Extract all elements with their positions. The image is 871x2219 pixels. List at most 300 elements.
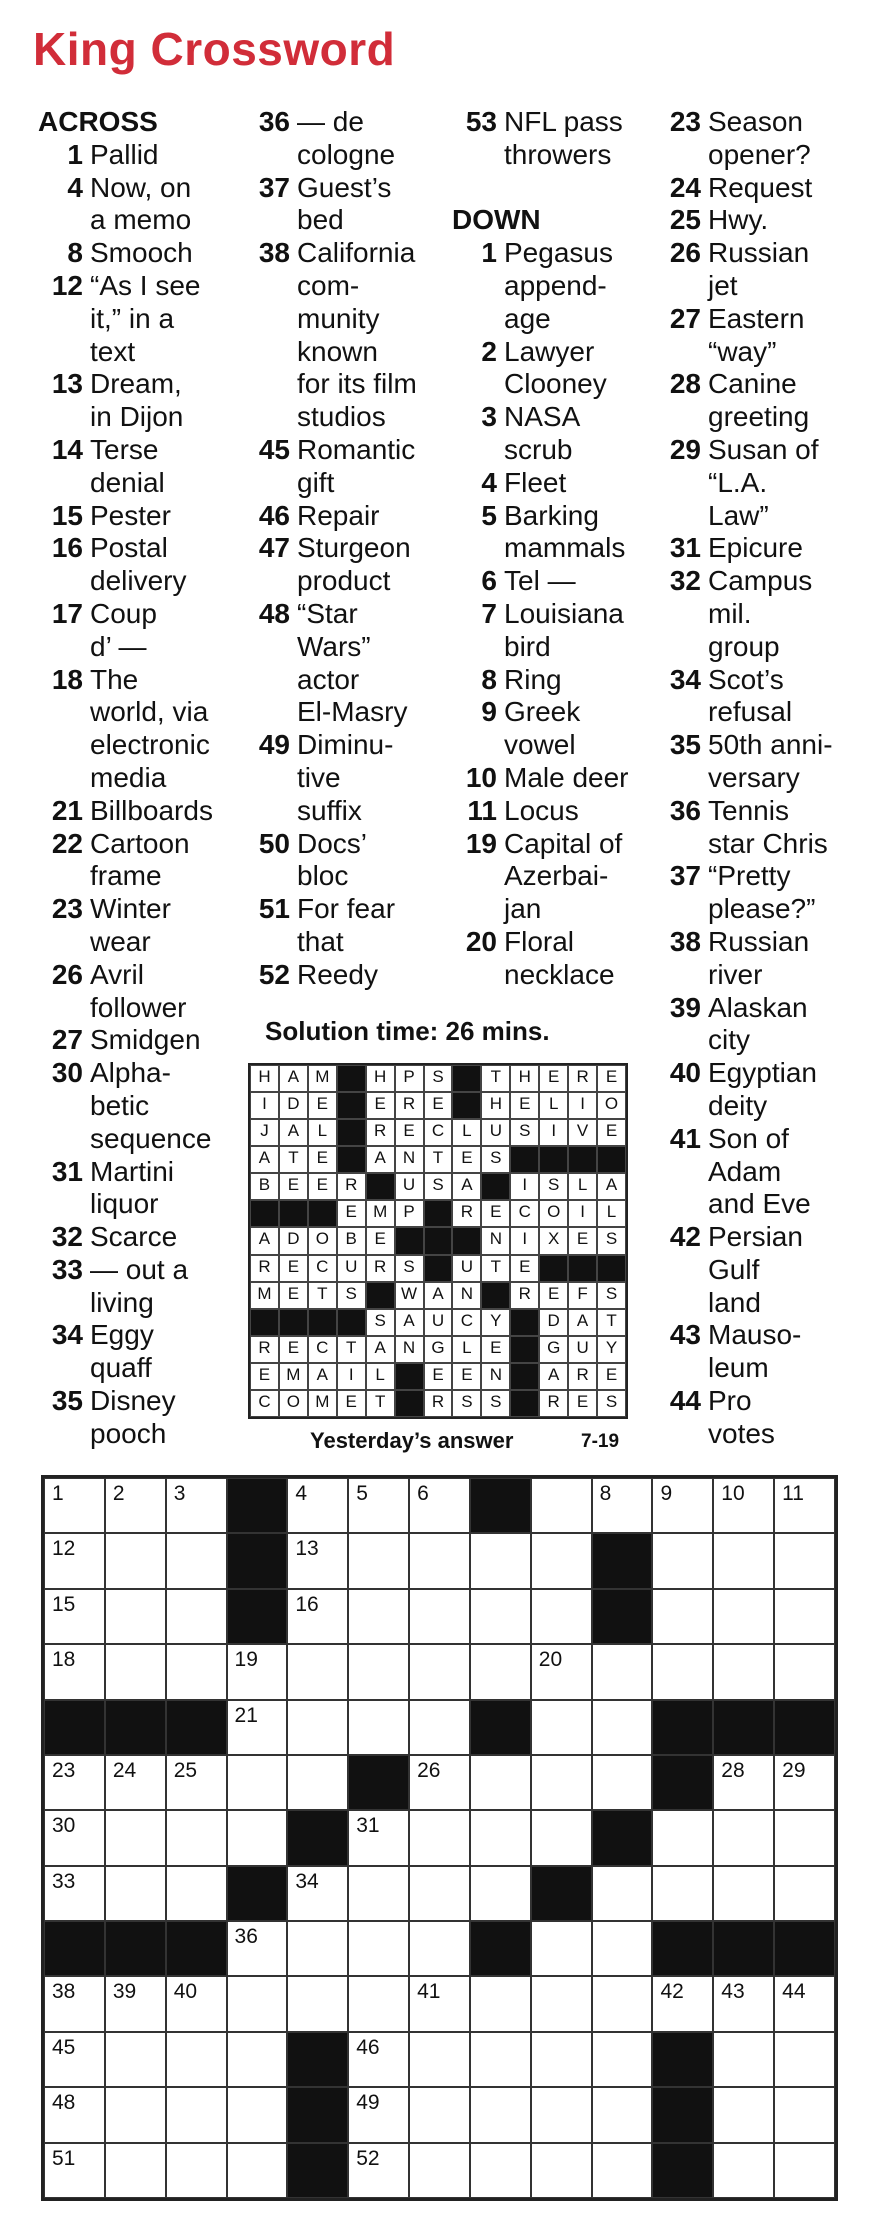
clue-text: Scarce	[90, 1221, 178, 1253]
solution-cell: G	[539, 1336, 568, 1363]
grid-cell[interactable]	[166, 2087, 227, 2142]
grid-cell[interactable]	[227, 1810, 288, 1865]
grid-cell[interactable]	[348, 1700, 409, 1755]
grid-cell[interactable]	[713, 1976, 774, 2031]
grid-cell[interactable]	[105, 1589, 166, 1644]
solution-cell: I	[337, 1363, 366, 1390]
clue-text: Postal delivery	[90, 532, 187, 597]
grid-cell[interactable]	[774, 1589, 835, 1644]
grid-cell[interactable]	[713, 1810, 774, 1865]
grid-cell[interactable]	[470, 1533, 531, 1588]
grid-cell[interactable]	[287, 1755, 348, 1810]
grid-cell[interactable]	[713, 1644, 774, 1699]
grid-cell[interactable]	[287, 1589, 348, 1644]
grid-cell[interactable]	[774, 1644, 835, 1699]
grid-cell[interactable]	[44, 1810, 105, 1865]
black-square	[227, 1478, 288, 1533]
clue-text: For fear that	[297, 893, 396, 957]
grid-cell[interactable]	[531, 1644, 592, 1699]
clue-number-label: 2	[112, 1482, 125, 1505]
grid-cell[interactable]	[409, 1755, 470, 1810]
grid-cell[interactable]	[105, 1478, 166, 1533]
solution-cell: R	[250, 1336, 279, 1363]
grid-cell[interactable]	[713, 2087, 774, 2142]
grid-cell[interactable]	[44, 1976, 105, 2031]
clue-number-label: 45	[52, 2035, 76, 2059]
down-clue-41	[656, 1123, 871, 1221]
spacer	[452, 172, 652, 205]
down-clue-29	[656, 434, 871, 532]
solution-black-square	[395, 1227, 424, 1254]
clue-text: Russian jet	[708, 237, 810, 301]
grid-cell[interactable]	[470, 1976, 531, 2031]
grid-cell[interactable]	[44, 2143, 105, 2198]
grid-cell[interactable]	[227, 1976, 288, 2031]
grid-cell[interactable]	[287, 1866, 348, 1921]
clue-text: Eastern “way”	[708, 302, 805, 367]
grid-cell[interactable]	[166, 1810, 227, 1865]
grid-cell[interactable]	[44, 2032, 105, 2087]
grid-cell[interactable]	[592, 1700, 653, 1755]
grid-cell[interactable]	[652, 1810, 713, 1865]
solution-cell: A	[250, 1146, 279, 1173]
grid-cell[interactable]	[470, 2032, 531, 2087]
grid-cell[interactable]	[105, 1533, 166, 1588]
grid-cell[interactable]	[409, 1589, 470, 1644]
clue-column-4	[656, 106, 871, 1451]
grid-cell[interactable]	[592, 2087, 653, 2142]
solution-cell: A	[452, 1173, 481, 1200]
grid-cell[interactable]	[287, 1478, 348, 1533]
solution-cell: H	[250, 1065, 279, 1092]
grid-cell[interactable]	[774, 2032, 835, 2087]
solution-cell: C	[424, 1119, 453, 1146]
clue-number: 40	[669, 1057, 701, 1089]
grid-cell[interactable]	[713, 1533, 774, 1588]
black-square	[652, 2087, 713, 2142]
grid-cell[interactable]	[774, 1755, 835, 1810]
solution-time: Solution time: 26 mins.	[265, 1016, 550, 1046]
solution-black-square	[510, 1336, 539, 1363]
solution-cell: E	[366, 1092, 395, 1119]
grid-cell[interactable]	[105, 1755, 166, 1810]
solution-cell: L	[597, 1200, 626, 1227]
grid-cell[interactable]	[531, 1921, 592, 1976]
solution-black-square	[250, 1200, 279, 1227]
grid-cell[interactable]	[531, 1700, 592, 1755]
grid-cell[interactable]	[531, 1589, 592, 1644]
clue-number: 48	[258, 597, 290, 629]
grid-cell[interactable]	[774, 1976, 835, 2031]
clue-text: Scot’s refusal	[708, 663, 793, 728]
clue-number-label: 25	[173, 1758, 198, 1782]
solution-cell: E	[279, 1282, 308, 1309]
grid-cell[interactable]	[166, 1589, 227, 1644]
grid-cell[interactable]	[592, 2032, 653, 2087]
clue-text: Pro votes	[708, 1385, 775, 1449]
clue-number-label: 29	[782, 1758, 806, 1782]
black-square	[652, 1755, 713, 1810]
black-square	[105, 1700, 166, 1755]
grid-cell[interactable]	[166, 1755, 227, 1810]
grid-cell[interactable]	[774, 1478, 835, 1533]
grid-cell[interactable]	[470, 2143, 531, 2198]
grid-cell[interactable]	[592, 1921, 653, 1976]
across-clue-22	[38, 828, 238, 894]
grid-cell[interactable]	[409, 1478, 470, 1533]
grid-cell[interactable]	[652, 1976, 713, 2031]
grid-cell[interactable]	[166, 2143, 227, 2198]
solution-cell: T	[424, 1146, 453, 1173]
grid-cell[interactable]	[774, 1810, 835, 1865]
grid-cell[interactable]	[774, 1533, 835, 1588]
grid-cell[interactable]	[227, 2143, 288, 2198]
solution-cell: E	[597, 1119, 626, 1146]
grid-cell[interactable]	[348, 1810, 409, 1865]
solution-cell: T	[481, 1255, 510, 1282]
grid-cell[interactable]	[227, 1644, 288, 1699]
clue-text: 50th anni- versary	[708, 729, 833, 793]
clue-text: Coup d’ —	[90, 597, 157, 662]
grid-cell[interactable]	[652, 1478, 713, 1533]
solution-black-square	[337, 1146, 366, 1173]
grid-cell[interactable]	[348, 1976, 409, 2031]
grid-cell[interactable]	[409, 2032, 470, 2087]
grid-cell[interactable]	[227, 1921, 288, 1976]
black-square	[531, 1866, 592, 1921]
grid-cell[interactable]	[409, 1921, 470, 1976]
clue-text: Russian river	[708, 925, 810, 990]
grid-cell[interactable]	[105, 1644, 166, 1699]
clue-text: Disney pooch	[90, 1385, 176, 1449]
clue-text: Pegasus append- age	[504, 237, 613, 334]
solution-cell: M	[279, 1363, 308, 1390]
grid-cell[interactable]	[227, 1755, 288, 1810]
grid-cell[interactable]	[105, 1976, 166, 2031]
black-square	[470, 1700, 531, 1755]
grid-cell[interactable]	[166, 1478, 227, 1533]
clue-text: Pallid	[90, 138, 159, 170]
black-square	[287, 2087, 348, 2142]
solution-cell: U	[395, 1173, 424, 1200]
grid-cell[interactable]	[409, 1533, 470, 1588]
grid-cell[interactable]	[409, 2087, 470, 2142]
grid-cell[interactable]	[348, 2143, 409, 2198]
clue-number: 45	[258, 433, 290, 465]
solution-cell: O	[279, 1390, 308, 1417]
grid-cell[interactable]	[44, 1644, 105, 1699]
clue-text: Susan of “L.A. Law”	[708, 433, 819, 531]
grid-cell[interactable]	[166, 1976, 227, 2031]
black-square	[470, 1478, 531, 1533]
solution-cell: L	[452, 1336, 481, 1363]
black-square	[592, 1589, 653, 1644]
grid-cell[interactable]	[713, 1589, 774, 1644]
down-clue-37	[656, 860, 871, 926]
grid-cell[interactable]	[592, 2143, 653, 2198]
clue-text: Martini liquor	[90, 1155, 175, 1220]
solution-black-square	[308, 1200, 337, 1227]
across-clue-35	[38, 1385, 238, 1451]
grid-cell[interactable]	[652, 1644, 713, 1699]
grid-cell[interactable]	[531, 1533, 592, 1588]
grid-cell[interactable]	[287, 1921, 348, 1976]
down-clue-38	[656, 926, 871, 992]
clue-number-label: 26	[417, 1758, 441, 1782]
grid-cell[interactable]	[348, 1866, 409, 1921]
clue-text: The world, via electronic media	[90, 663, 210, 793]
clue-text: California com- munity known for its film studios	[297, 237, 417, 433]
grid-cell[interactable]	[227, 1700, 288, 1755]
down-clue-23	[656, 106, 871, 172]
grid-cell[interactable]	[348, 1533, 409, 1588]
solution-cell: E	[452, 1146, 481, 1173]
solution-cell: E	[337, 1200, 366, 1227]
grid-cell[interactable]	[166, 1866, 227, 1921]
clue-text: Sturgeon product	[297, 532, 411, 597]
clue-number: 1	[67, 138, 83, 170]
grid-cell[interactable]	[348, 1478, 409, 1533]
grid-cell[interactable]	[348, 1644, 409, 1699]
grid-cell[interactable]	[470, 1644, 531, 1699]
grid-cell[interactable]	[348, 2032, 409, 2087]
grid-cell[interactable]	[531, 1755, 592, 1810]
clue-number-label: 9	[660, 1482, 673, 1505]
grid-cell[interactable]	[713, 1478, 774, 1533]
grid-cell[interactable]	[287, 1976, 348, 2031]
grid-cell[interactable]	[531, 2087, 592, 2142]
grid-cell[interactable]	[531, 1478, 592, 1533]
clue-text: Persian Gulf land	[708, 1221, 803, 1318]
grid-cell[interactable]	[227, 2032, 288, 2087]
clue-number: 29	[669, 433, 701, 465]
clue-number: 12	[51, 269, 83, 301]
clue-number-label: 6	[417, 1482, 429, 1505]
black-square	[652, 2143, 713, 2198]
black-square	[44, 1921, 105, 1976]
grid-cell[interactable]	[713, 2143, 774, 2198]
grid-cell[interactable]	[348, 1921, 409, 1976]
grid-cell[interactable]	[348, 1589, 409, 1644]
clue-text: Barking mammals	[504, 499, 626, 564]
grid-cell[interactable]	[287, 1644, 348, 1699]
solution-cell: R	[366, 1119, 395, 1146]
clue-number: 51	[258, 893, 290, 925]
clue-text: Alpha- betic sequence	[90, 1057, 212, 1154]
across-clue-27	[38, 1024, 238, 1057]
grid-cell[interactable]	[592, 1478, 653, 1533]
grid-cell[interactable]	[44, 1755, 105, 1810]
solution-cell: A	[539, 1363, 568, 1390]
down-clue-1	[452, 237, 652, 335]
solution-cell: L	[539, 1092, 568, 1119]
solution-cell: E	[568, 1390, 597, 1417]
across-clue-37	[245, 172, 445, 238]
clue-number: 38	[669, 925, 701, 957]
across-clue-12	[38, 270, 238, 368]
grid-cell[interactable]	[409, 1644, 470, 1699]
grid-cell[interactable]	[774, 2143, 835, 2198]
solution-cell: D	[279, 1092, 308, 1119]
clue-number-label: 1	[52, 1482, 64, 1505]
clue-text: Smooch	[90, 237, 193, 269]
solution-cell: R	[250, 1255, 279, 1282]
across-clue-49	[245, 729, 445, 827]
solution-cell: T	[366, 1390, 395, 1417]
across-heading: ACROSS	[38, 106, 158, 137]
clue-number: 27	[51, 1024, 83, 1056]
grid-cell[interactable]	[652, 1866, 713, 1921]
clue-number: 7	[481, 597, 497, 629]
clue-number: 31	[51, 1155, 83, 1187]
down-clue-34	[656, 664, 871, 730]
solution-cell: A	[279, 1119, 308, 1146]
grid-cell[interactable]	[531, 2143, 592, 2198]
grid-cell[interactable]	[652, 1533, 713, 1588]
grid-cell[interactable]	[348, 2087, 409, 2142]
grid-cell[interactable]	[531, 1810, 592, 1865]
grid-cell[interactable]	[470, 1810, 531, 1865]
crossword-grid	[41, 1475, 838, 2201]
across-clue-4	[38, 172, 238, 238]
grid-cell[interactable]	[287, 1700, 348, 1755]
solution-cell: T	[337, 1336, 366, 1363]
grid-cell[interactable]	[592, 1866, 653, 1921]
solution-cell: S	[424, 1173, 453, 1200]
solution-cell: H	[510, 1065, 539, 1092]
solution-black-square	[366, 1282, 395, 1309]
solution-cell: C	[308, 1336, 337, 1363]
solution-cell: I	[568, 1092, 597, 1119]
grid-cell[interactable]	[44, 1478, 105, 1533]
grid-cell[interactable]	[592, 1755, 653, 1810]
grid-cell[interactable]	[470, 2087, 531, 2142]
solution-black-square	[597, 1146, 626, 1173]
black-square	[348, 1755, 409, 1810]
grid-cell[interactable]	[287, 1533, 348, 1588]
grid-cell[interactable]	[166, 1533, 227, 1588]
clue-text: Male deer	[504, 761, 629, 793]
down-clue-26	[656, 237, 871, 303]
solution-cell: E	[337, 1390, 366, 1417]
solution-cell: I	[510, 1227, 539, 1254]
solution-black-square	[279, 1309, 308, 1336]
black-square	[44, 1700, 105, 1755]
down-clue-2	[452, 336, 652, 402]
solution-cell: E	[395, 1119, 424, 1146]
solution-cell: E	[481, 1200, 510, 1227]
grid-cell[interactable]	[592, 1976, 653, 2031]
black-square	[227, 1589, 288, 1644]
solution-black-square	[452, 1065, 481, 1092]
grid-cell[interactable]	[592, 1644, 653, 1699]
clue-number: 4	[481, 466, 497, 498]
solution-cell: H	[481, 1092, 510, 1119]
grid-cell[interactable]	[409, 1700, 470, 1755]
solution-cell: U	[481, 1119, 510, 1146]
solution-cell: E	[250, 1363, 279, 1390]
black-square	[287, 2143, 348, 2198]
grid-cell[interactable]	[531, 1976, 592, 2031]
clue-text: Avril follower	[90, 958, 187, 1023]
solution-cell: O	[597, 1092, 626, 1119]
solution-black-square	[366, 1173, 395, 1200]
down-clue-44	[656, 1385, 871, 1451]
page-title: King Crossword	[33, 23, 396, 75]
clue-number: 26	[51, 958, 83, 990]
grid-cell[interactable]	[44, 1589, 105, 1644]
grid-cell[interactable]	[409, 2143, 470, 2198]
grid-cell[interactable]	[531, 2032, 592, 2087]
clue-text: Winter wear	[90, 893, 171, 957]
clue-number-label: 13	[295, 1537, 319, 1561]
clue-text: Request	[708, 171, 813, 203]
solution-cell: C	[308, 1255, 337, 1282]
clue-number: 15	[51, 499, 83, 531]
solution-black-square	[539, 1255, 568, 1282]
black-square	[713, 1700, 774, 1755]
clue-text: — out a living	[90, 1253, 189, 1318]
grid-cell[interactable]	[713, 1866, 774, 1921]
clue-text: NFL pass throwers	[504, 106, 623, 170]
solution-cell: E	[308, 1146, 337, 1173]
grid-cell[interactable]	[166, 2032, 227, 2087]
clue-number: 30	[51, 1057, 83, 1089]
grid-cell[interactable]	[227, 2087, 288, 2142]
black-square	[227, 1533, 288, 1588]
grid-cell[interactable]	[105, 2087, 166, 2142]
black-square	[652, 2032, 713, 2087]
clue-number-label: 36	[234, 1925, 258, 1949]
grid-cell[interactable]	[44, 1533, 105, 1588]
solution-cell: E	[366, 1227, 395, 1254]
grid-cell[interactable]	[166, 1644, 227, 1699]
solution-cell: N	[481, 1363, 510, 1390]
clue-number-label: 3	[173, 1482, 186, 1505]
clue-number-label: 20	[538, 1648, 563, 1672]
grid-cell[interactable]	[409, 1866, 470, 1921]
clue-number-label: 24	[112, 1758, 137, 1782]
clue-text: Billboards	[90, 794, 213, 826]
grid-cell[interactable]	[105, 1810, 166, 1865]
grid-cell[interactable]	[652, 1589, 713, 1644]
grid-cell[interactable]	[105, 1866, 166, 1921]
clue-text: Lawyer Clooney	[504, 335, 607, 400]
grid-cell[interactable]	[774, 1866, 835, 1921]
grid-cell[interactable]	[713, 1755, 774, 1810]
solution-black-square	[424, 1227, 453, 1254]
down-clue-3	[452, 401, 652, 467]
grid-cell[interactable]	[44, 2087, 105, 2142]
across-clue-26	[38, 959, 238, 1025]
solution-cell: R	[452, 1200, 481, 1227]
solution-cell: S	[452, 1390, 481, 1417]
clue-number: 2	[481, 335, 497, 367]
grid-cell[interactable]	[713, 2032, 774, 2087]
grid-cell[interactable]	[105, 2032, 166, 2087]
grid-cell[interactable]	[105, 2143, 166, 2198]
black-square	[774, 1700, 835, 1755]
grid-cell[interactable]	[470, 1866, 531, 1921]
grid-cell[interactable]	[774, 2087, 835, 2142]
grid-cell[interactable]	[44, 1866, 105, 1921]
grid-cell[interactable]	[409, 1810, 470, 1865]
grid-cell[interactable]	[470, 1589, 531, 1644]
grid-cell[interactable]	[409, 1976, 470, 2031]
solution-black-square	[568, 1255, 597, 1282]
black-square	[166, 1921, 227, 1976]
grid-cell[interactable]	[470, 1755, 531, 1810]
